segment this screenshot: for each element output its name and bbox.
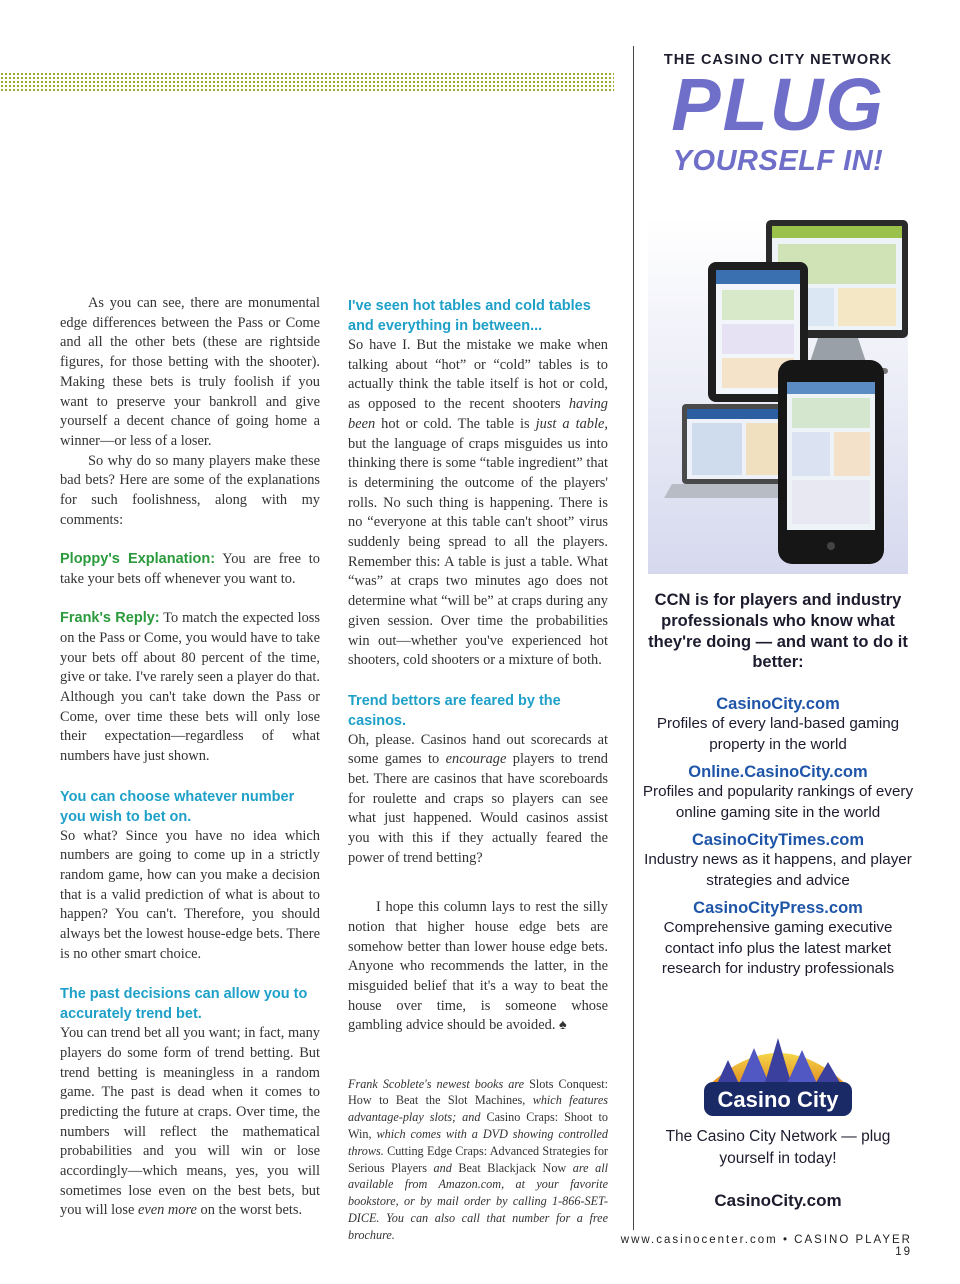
hot-emphasis-1: having been — [348, 396, 608, 432]
ploppy-explanation — [60, 550, 320, 589]
ad-tagline: CCN is for players and industry professionals who know what they're doing — and want to do it better: — [648, 591, 908, 672]
heading-trend-bettors: Trend bettors are feared by the casinos. — [348, 692, 561, 729]
logo-text: Casino City — [717, 1087, 839, 1112]
hot-text-b: hot or cold. The table is — [375, 415, 536, 432]
ad-site-url: CasinoCityPress.com — [693, 899, 863, 917]
ad-site-list — [640, 694, 916, 987]
ad-site-desc: Profiles and popularity rankings of every online gaming site in the world — [642, 783, 914, 821]
please-text-a: Oh, please. Casinos hand out scorecards at some games to — [348, 731, 608, 768]
ad-site-desc: Profiles of every land-based gaming property in the world — [656, 715, 900, 753]
credit-d: which comes with a DVD showing controlled throws. — [348, 1126, 608, 1158]
paragraph-why: So why do so many players make these bad bets? Here are some of the explanations for such foolishness, along with my comments: — [60, 452, 320, 528]
ad-site-desc: Industry news as it happens, and player strategies and advice — [644, 851, 912, 889]
ad-plug-headline: PLUG — [671, 63, 885, 146]
ad-yourself-headline: YOURSELF IN! — [672, 145, 884, 177]
article-column-2 — [348, 296, 608, 1244]
paragraph-so-what: So what? Since you have no idea which numbers are going to come up in a strictly random game, how can you make a decision that is a valid prediction of what is about to happen? You can't. Therefore, you should always bet the lowest house-edge bets. There is no other smart choice. — [60, 827, 320, 962]
footer-site: www.casinocenter.com — [620, 1234, 778, 1246]
ad-site-item — [640, 830, 916, 891]
paragraph-conclusion — [348, 898, 608, 1036]
ad-site-url: Online.CasinoCity.com — [688, 763, 868, 781]
please-text-b: players to trend bet. There are casinos that have scoreboards for roulette and craps so players can see what just happened. Would casinos assist you with this if they actually feared the power of trend betting? — [348, 751, 608, 866]
ad-closing-tagline: The Casino City Network — plug yourself in today! — [665, 1128, 891, 1167]
paragraph-oh-please — [348, 731, 608, 869]
footer-page-number: 19 — [895, 1246, 912, 1258]
credit-book-1: Slots Conquest: How to Beat the Slot Machines, — [348, 1076, 608, 1108]
ploppy-text: You are free to take your bets off whenever you want to. — [60, 551, 320, 587]
ploppy-label: Ploppy's Explanation: — [60, 551, 216, 568]
credit-book-2: Casino Craps: Shoot to Win, — [348, 1110, 608, 1141]
ad-site-item — [640, 898, 916, 980]
paragraph-intro: As you can see, there are monumental edge differences between the Pass or Come and all the other bets (these are rightside figures, for those betting with the shooter). Making these bets is truly foolish if you want to preserve your bankroll and give yourself a decent chance of going home a winner—or less of a loser. — [60, 295, 320, 449]
ad-site-url: CasinoCity.com — [716, 695, 840, 713]
devices-illustration — [648, 218, 908, 574]
credit-f: are all available from Amazon.com, at your favorite bookstore, or by mail order by calling 1-866-SET-DICE. You can also call that number for a free brochure. — [348, 1160, 608, 1242]
trend-emphasis: even more — [137, 1202, 197, 1219]
frank-reply — [60, 609, 320, 767]
ad-site-url: CasinoCityTimes.com — [691, 831, 865, 849]
ad-site-desc: Comprehensive gaming executive contact info plus the latest market research for industry professionals — [661, 919, 895, 977]
paragraph-so-have-i — [348, 336, 608, 671]
heading-past-decisions: The past decisions can allow you to accurately trend bet. — [60, 986, 308, 1023]
paragraph-trend-bet — [60, 1024, 320, 1221]
hot-emphasis-2: just a table, — [535, 415, 608, 432]
please-emphasis: encourage — [445, 751, 507, 768]
credit-c: which features advantage-play slots; and — [348, 1093, 608, 1125]
conclusion-text: I hope this column lays to rest the silly notion that higher house edge bets are somehow better than lower house edge bets. Anyone who recommends the latter, in the misguided belief that it's a way to beat the house over time, is someone whose gambling advice should be avoided. — [348, 899, 608, 1034]
hot-text-c: but the language of craps misguides us into thinking there is some “table ingredient” that is determining the outcome of the players' rolls. No such thing is happening. There is no “everyone at this table can't shoot” virus suddenly being spread to all the players. Remember this: A table is just a table. What “was” at craps two minutes ago does not determine what “will be” at craps during any given session. Over time the probabilities win out—whether you've experienced hot shooters, cold shooters or a mixture of both. — [348, 435, 608, 669]
credit-book-4: Beat Blackjack Now — [458, 1160, 567, 1175]
casino-city-logo — [698, 1030, 858, 1126]
footer-separator: • — [782, 1234, 789, 1246]
ad-bottom-url: CasinoCity.com — [714, 1191, 842, 1210]
frank-label: Frank's Reply: — [60, 610, 160, 627]
ad-site-item — [640, 762, 916, 823]
credit-book-3: Cutting Edge Craps: Advanced Strategies for Serious Players — [348, 1143, 608, 1175]
page-footer — [600, 1234, 912, 1258]
credit-e: and — [427, 1160, 459, 1175]
hot-text-a: So have I. But the mistake we make when talking about “hot” or “cold” tables is to actually think the table itself is hot or cold, as opposed to the recent shooters — [348, 337, 608, 413]
dotted-rule — [0, 72, 614, 92]
column-divider — [633, 46, 634, 1230]
spade-end-icon: ♠ — [559, 1017, 567, 1034]
heading-hot-cold-tables: I've seen hot tables and cold tables and everything in between... — [348, 298, 591, 334]
ad-network-title: THE CASINO CITY NETWORK — [663, 52, 893, 68]
heading-choose-number: You can choose whatever number you wish to bet on. — [60, 788, 295, 825]
trend-text-b: on the worst bets. — [196, 1202, 303, 1219]
ad-site-item — [640, 694, 916, 755]
trend-text-a: You can trend bet all you want; in fact, many players do some form of trend betting. But trend betting is meaningless in a random game. The past is dead when it comes to predicting the future at craps. Over time, the numbers will reflect the mathematical probabilities and you will win or lose accordingly—which means, yes, you will sometimes lose even on the best bets, but you will lose — [60, 1025, 320, 1219]
frank-text: To match the expected loss on the Pass or Come, you would have to take your bets off about 80 percent of the time, give or take. I've rarely seen a player do that. Although you can't take down the Pass or Come, over time these bets will only lose their expectation—regardless of what numbers have just shown. — [60, 610, 320, 765]
article-column-1 — [60, 294, 320, 1221]
footer-magazine: CASINO PLAYER — [794, 1234, 912, 1246]
credit-a: Frank Scoblete's newest books are — [348, 1076, 530, 1091]
author-credit — [348, 1076, 608, 1244]
